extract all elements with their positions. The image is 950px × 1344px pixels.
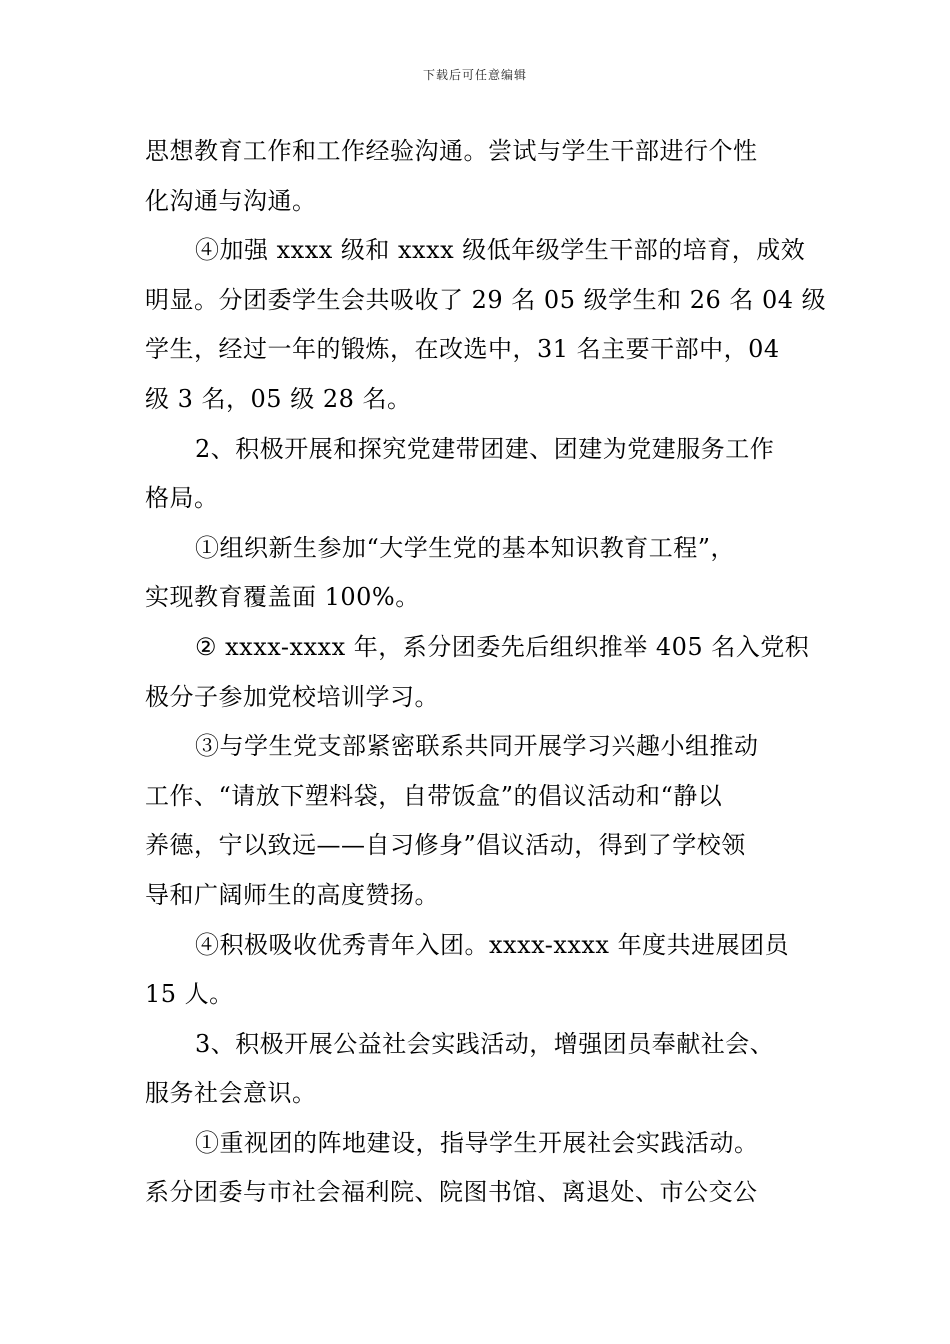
text-line: 明显。分团委学生会共吸收了 29 名 05 级学生和 26 名 04 级 [145,285,827,314]
text-line: 导和广阔师生的高度赞扬。 [145,880,439,909]
text-line: 3、积极开展公益社会实践活动，增强团员奉献社会、 [195,1029,775,1058]
text-line: 服务社会意识。 [145,1079,317,1108]
header-note: 下载后可任意编辑 [422,68,527,82]
body-text [145,127,827,1218]
text-line: ①组织新生参加“大学生党的基本知识教育工程”， [195,533,736,562]
text-line: 化沟通与沟通。 [145,186,317,215]
text-line: 极分子参加党校培训学习。 [145,682,439,711]
text-line: ③与学生党支部紧密联系共同开展学习兴趣小组推动 [195,732,759,761]
text-line: 2、积极开展和探究党建带团建、团建为党建服务工作 [195,434,775,463]
text-line: ④积极吸收优秀青年入团。xxxx-xxxx 年度共进展团员 [195,930,790,959]
text-line: ④加强 xxxx 级和 xxxx 级低年级学生干部的培育，成效 [195,236,806,265]
text-line: 工作、“请放下塑料袋，自带饭盒”的倡议活动和“静以 [145,781,723,810]
text-line: 级 3 名，05 级 28 名。 [145,384,412,413]
text-line: 思想教育工作和工作经验沟通。尝试与学生干部进行个性 [145,137,758,165]
text-line: 系分团委与市社会福利院、院图书馆、离退处、市公交公 [145,1178,758,1207]
text-line: 学生，经过一年的锻炼，在改选中，31 名主要干部中，04 [145,335,780,364]
text-line: 养德，宁以致远——自习修身”倡议活动，得到了学校领 [145,831,746,860]
text-line: 格局。 [145,484,219,513]
text-line: 15 人。 [145,980,234,1009]
text-line: 实现教育覆盖面 100%。 [145,583,420,612]
text-line: ② xxxx-xxxx 年，系分团委先后组织推举 405 名入党积 [195,632,810,661]
text-line: ①重视团的阵地建设，指导学生开展社会实践活动。 [195,1128,759,1157]
